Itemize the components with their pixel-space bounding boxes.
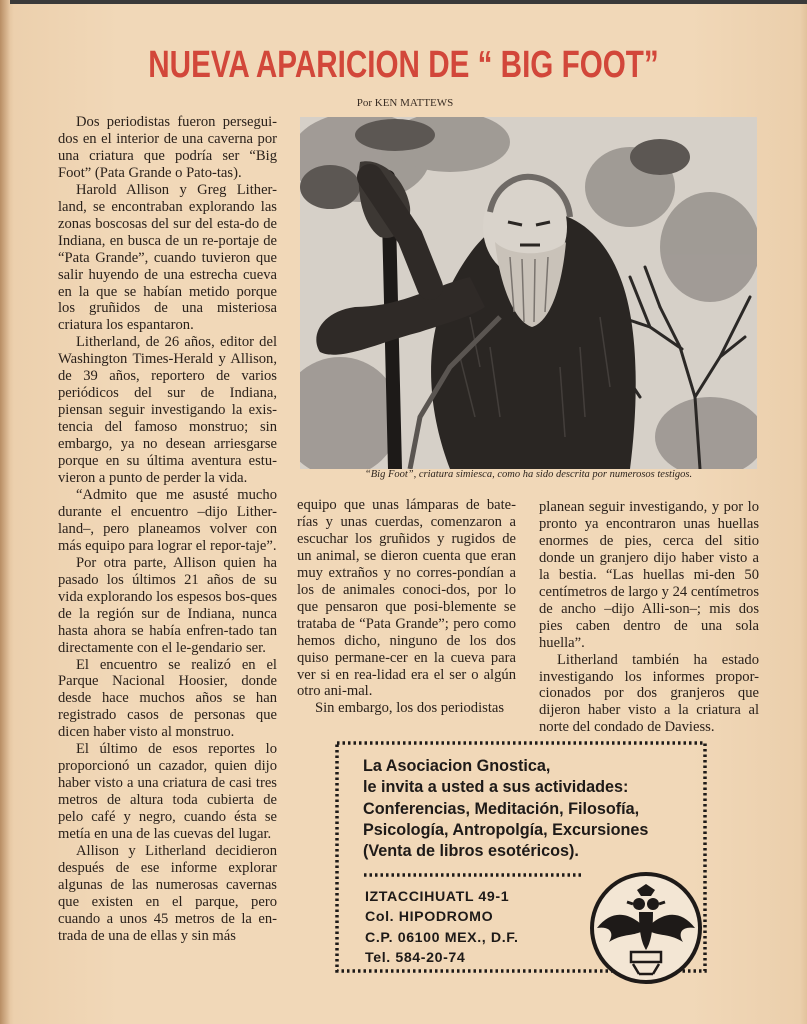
ad-address-line: Col. HIPODROMO [365,909,494,926]
ad-line: Conferencias, Meditación, Filosofía, [363,799,640,818]
ad-address [365,887,595,969]
bigfoot-drawing [300,117,757,469]
article-column-1 [58,114,277,945]
article-title: NUEVA APARICION DE “ BIG FOOT” [148,44,659,86]
ad-separator [364,871,584,879]
article-column-2 [297,497,516,717]
bigfoot-illustration [300,117,757,469]
figure-caption: “Big Foot”, criatura simiesca, como ha sido descrita por numerosos testigos. [364,469,693,480]
paragraph: Allison y Litherland decidieron después de ese informe explorar algunas de las numerosas cavernas que existen en el parque, pero cuando a unos 45 metros de la en-trada de una de ellas y sin más [58,842,277,944]
paragraph: Dos periodistas fueron persegui-dos en el interior de una caverna por una criatura que podría ser “Big Foot” (Pata Grande o Pato-tas). [58,114,277,181]
article-byline: Por KEN MATTEWS [356,97,454,109]
ad-invitation-text [363,756,703,862]
ad-address-line: IZTACCIHUATL 49-1 [365,889,510,905]
paragraph: Sin embargo, los dos periodistas [315,700,505,717]
paragraph: Litherland, de 26 años, editor del Washington Times-Herald y Allison, de 39 años, reportero de varios periódicos del sur de Indiana, piensan seguir investigando la exis-tencia del famoso monstruo; sin embargo, ya no desean arriesgarse porque en su última aventura estu-vieron a punto de perder la vida. [58,334,277,487]
paragraph: Por otra parte, Allison quien ha pasado los últimos 21 años de su vida explorando los espesos bos-ques de la región sur de Indiana, nunca hasta ahora se había enfren-tado tan directamente con el le-gendario ser. [58,554,277,656]
ad-address-line: Tel. 584-20-74 [365,950,466,967]
paragraph: planean seguir investigando, y por lo pronto ya encontraron unas huellas enormes de pies, cerca del sitio donde un granjero dijo haber visto a la bestia. “Las huellas mi-den 50 centímetros de largo y 24 centímetros de ancho –dijo Alli-son–; mis dos pies caben dentro de una sola huella”. [539,499,759,651]
ad-line: La Asociacion Gnostica, [363,757,551,775]
top-edge [0,0,807,4]
paragraph: “Admito que me asusté mucho durante el encuentro –dijo Lither-land–, pero planeamos volver con más equipo para lograr el repor-taje”. [58,486,277,554]
paragraph: El último de esos reportes lo proporcionó un cazador, quien dijo haber visto a una criatura de casi tres metros de altura toda cubierta de pelo café y negro, cuando ésta se metía en una de las cuevas del lugar. [58,741,277,843]
paragraph: equipo que unas lámparas de bate-rías y unas cuerdas, comenzaron a escuchar los gruñidos y rugidos de un animal, se dieron cuenta que eran muy extraños y no corres-pondían a los de animales conoci-dos, por lo que pensaron que posi-blemente se trataba de “Pata Grande”; pero como hemos dicho, ninguno de los dos quiso permane-cer en la cueva para ver si en rea-lidad era el ser o algún otro ani-mal. [297,497,516,700]
page-spine [0,0,10,1024]
ad-line: Psicología, Antropolgía, Excursiones [363,820,649,839]
paragraph: El encuentro se realizó en el Parque Nacional Hoosier, donde desde hace muchos años se han registrado casos de personas que dicen haber visto al monstruo. [58,656,277,741]
paragraph: Litherland también ha estado investigando los informes propor-cionados por dos granjeros que dijeron haber visto a la criatura al norte del condado de Daviess. [539,651,759,736]
article-column-3 [539,499,759,736]
eagle-emblem-icon [587,870,705,986]
ad-line: (Venta de libros esotéricos). [363,842,579,861]
paragraph: Harold Allison y Greg Lither-land, se encontraban explorando las zonas boscosas del sur del esta-do de Indiana, en busca de un re-portaje de “Pata Grande”, cuando tuvieron que salir huyendo de una estrecha cueva en la que se habían metido porque los gruñidos de una misteriosa criatura los espantaron. [58,181,277,334]
gnostic-association-ad [334,740,708,974]
ad-address-line: C.P. 06100 MEX., D.F. [365,929,519,946]
ad-line: le invita a usted a sus actividades: [363,778,629,797]
